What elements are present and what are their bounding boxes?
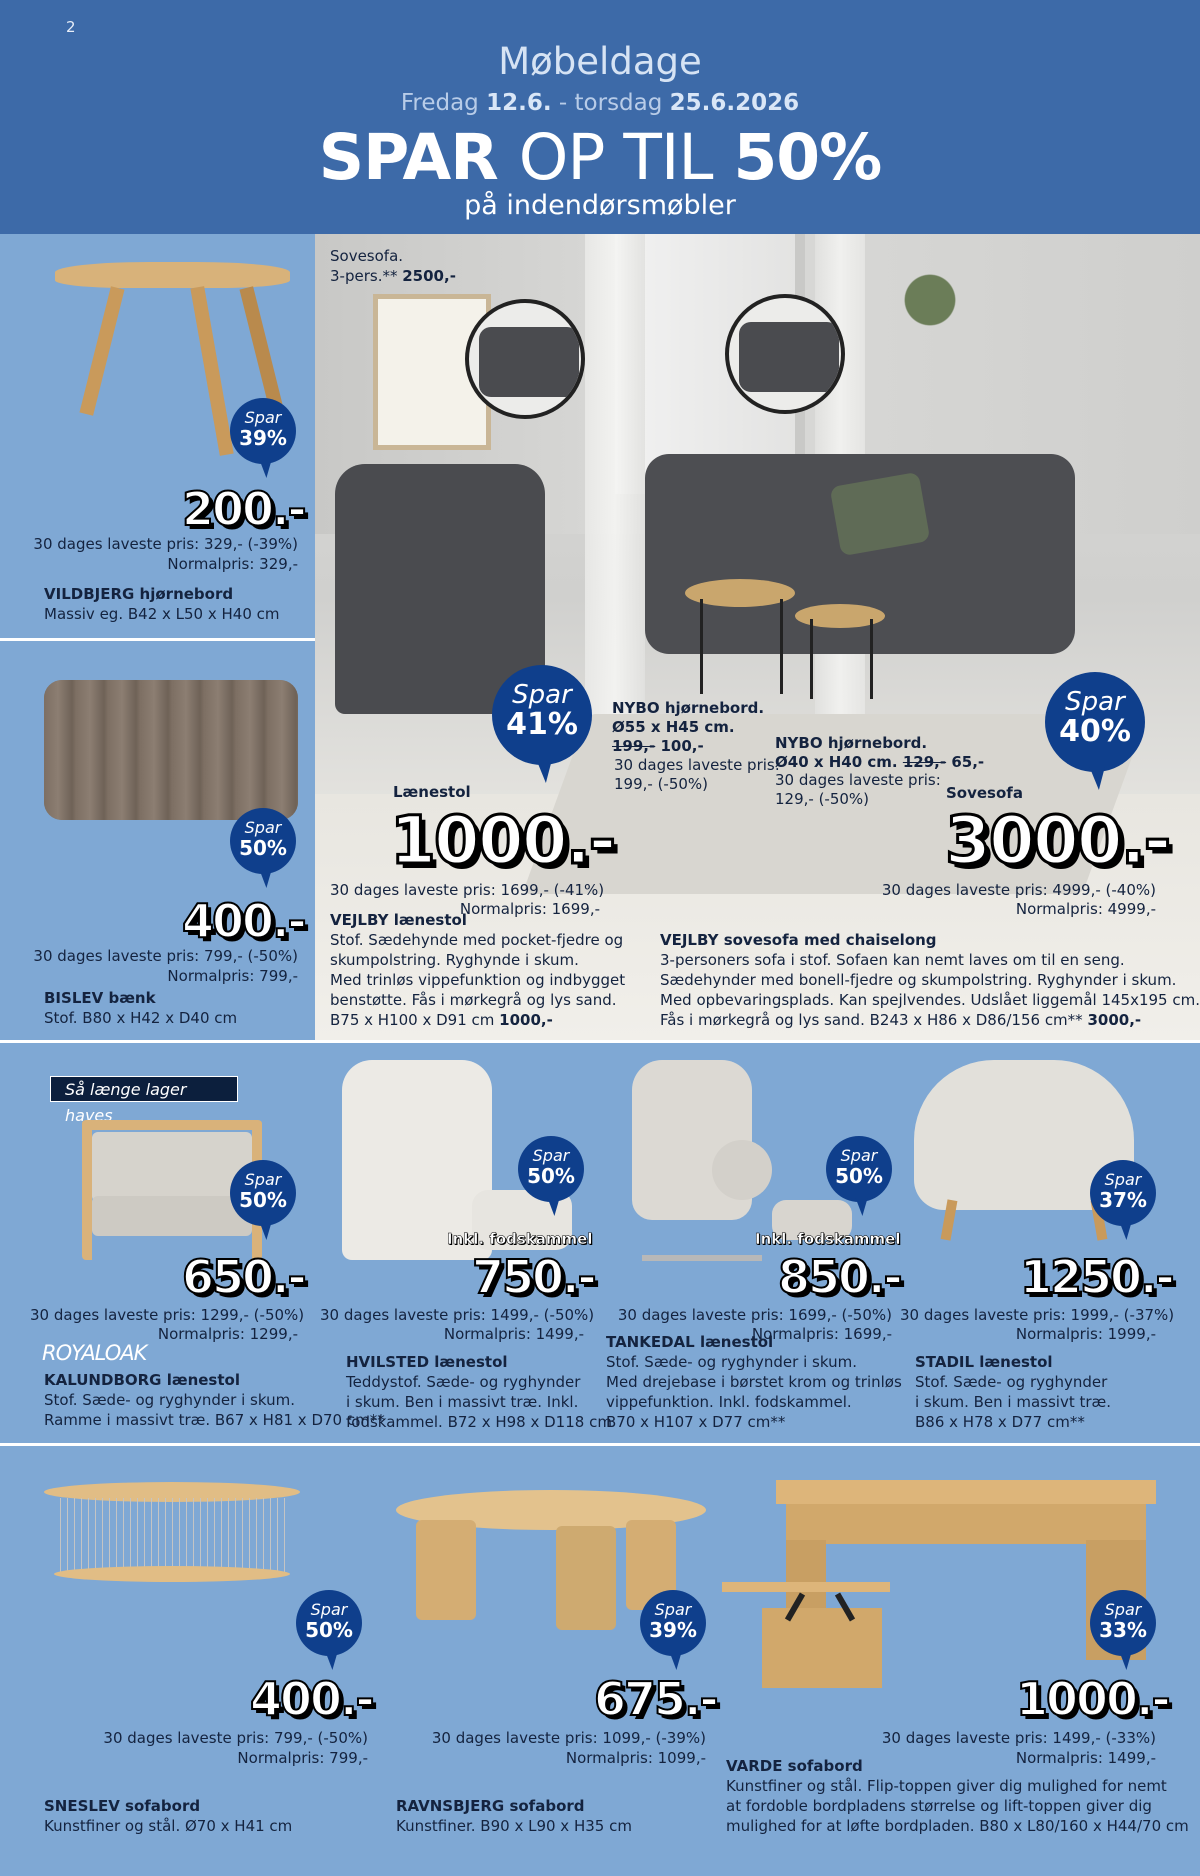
stadil-desc-line: i skum. Ben i massivt træ. <box>915 1393 1112 1411</box>
hvilsted-spar-badge: Spar 50% <box>518 1136 584 1202</box>
tankedal-inkl-label: Inkl. fodskammel <box>755 1230 901 1248</box>
hvilsted-name: HVILSTED lænestol <box>346 1353 508 1371</box>
hvilsted-desc-line: Teddystof. Sæde- og ryghynder <box>346 1373 581 1391</box>
laenestol-label: Lænestol <box>393 783 471 801</box>
laenestol-lowest-price: 30 dages laveste pris: 1699,- (-41%) <box>330 881 605 899</box>
stadil-normal-price: Normalpris: 1999,- <box>1015 1325 1156 1343</box>
laenestol-price: 1000.- <box>390 802 615 879</box>
bislev-lowest-price: 30 dages laveste pris: 799,- (-50%) <box>33 947 298 965</box>
tankedal-spar-badge: Spar 50% <box>826 1136 892 1202</box>
varde-name: VARDE sofabord <box>726 1757 863 1775</box>
varde-desc-line: at fordoble bordpladens størrelse og lift-toppen giver dig <box>726 1797 1152 1815</box>
kalundborg-normal-price: Normalpris: 1299,- <box>157 1325 298 1343</box>
laenestol-desc-line: skumpolstring. Ryghynde i skum. <box>330 951 579 969</box>
sovesofa-desc-line: Sædehynder med bonell-fjedre og skumpolstring. Ryghynder i skum. <box>660 971 1177 989</box>
sovesofa-desc-size: Fås i mørkegrå og lys sand. B243 x H86 x D86/156 cm** 3000,- <box>660 1011 1142 1029</box>
ravnsbjerg-desc: Kunstfiner. B90 x L90 x H35 cm <box>396 1817 632 1835</box>
tankedal-desc-line: vippefunktion. Inkl. fodskammel. <box>606 1393 852 1411</box>
sovesofa-lowest-price: 30 dages laveste pris: 4999,- (-40%) <box>881 881 1156 899</box>
varde-normal-price: Normalpris: 1499,- <box>1015 1749 1156 1767</box>
kalundborg-desc-line: Ramme i massivt træ. B67 x H81 x D70 cm** <box>44 1411 385 1429</box>
recliner-detail-inset <box>465 299 585 419</box>
nybo1-name: NYBO hjørnebord. <box>612 699 765 717</box>
vildbjerg-normal-price: Normalpris: 329,- <box>167 555 298 573</box>
nybo2-lowest: 129,- (-50%) <box>775 790 870 808</box>
sneslev-spar-badge: Spar 50% <box>296 1590 362 1656</box>
sovesofa-label: Sovesofa <box>946 784 1023 802</box>
nybo1-lowest: 199,- (-50%) <box>614 775 709 793</box>
vildbjerg-spar-badge: Spar 39% <box>230 398 296 464</box>
varde-spar-badge: Spar 33% <box>1090 1590 1156 1656</box>
nybo1-size: Ø55 x H45 cm. <box>612 718 735 736</box>
ravnsbjerg-lowest-price: 30 dages laveste pris: 1099,- (-39%) <box>431 1729 706 1747</box>
hvilsted-lowest-price: 30 dages laveste pris: 1499,- (-50%) <box>320 1306 595 1324</box>
sovesofa-price: 3000.- <box>945 802 1170 879</box>
tankedal-desc-line: Stof. Sæde- og ryghynder i skum. <box>606 1353 857 1371</box>
hvilsted-normal-price: Normalpris: 1499,- <box>443 1325 584 1343</box>
laenestol-spar-badge: Spar 41% <box>492 665 592 765</box>
headline-spar: SPAR OP TIL 50% <box>318 121 882 194</box>
laenestol-desc-line: Stof. Sædehynde med pocket-fjedre og <box>330 931 624 949</box>
kalundborg-spar-badge: Spar 50% <box>230 1160 296 1226</box>
stadil-price: 1250.- <box>1020 1250 1173 1304</box>
tankedal-desc-line: Med drejebase i børstet krom og trinløs <box>606 1373 902 1391</box>
vildbjerg-price: 200.- <box>182 482 305 536</box>
stadil-spar-badge: Spar 37% <box>1090 1160 1156 1226</box>
vildbjerg-name: VILDBJERG hjørnebord <box>44 585 234 603</box>
royal-oak-logo: ROYALOAK <box>42 1341 147 1365</box>
bislev-normal-price: Normalpris: 799,- <box>167 967 298 985</box>
event-title: Møbeldage <box>498 40 702 83</box>
header-banner <box>0 0 1200 234</box>
vildbjerg-lowest-price: 30 dages laveste pris: 329,- (-39%) <box>33 535 298 553</box>
sovesofa-spar-badge: Spar 40% <box>1045 672 1145 772</box>
sovesofa-note-price: 3-pers.** 2500,- <box>330 267 456 285</box>
stock-limited-label: Så længe lager haves <box>50 1076 238 1102</box>
page-number: 2 <box>66 18 76 36</box>
laenestol-desc-line: benstøtte. Fås i mørkegrå og lys sand. <box>330 991 617 1009</box>
sovesofa-desc-line: 3-personers sofa i stof. Sofaen kan nemt laves om til en seng. <box>660 951 1125 969</box>
sofabed-detail-inset <box>725 294 845 414</box>
sneslev-name: SNESLEV sofabord <box>44 1797 201 1815</box>
tankedal-normal-price: Normalpris: 1699,- <box>751 1325 892 1343</box>
divider <box>0 1443 1200 1446</box>
ravnsbjerg-spar-badge: Spar 39% <box>640 1590 706 1656</box>
varde-price: 1000.- <box>1016 1672 1169 1726</box>
bislev-spar-badge: Spar 50% <box>230 808 296 874</box>
sneslev-normal-price: Normalpris: 799,- <box>237 1749 368 1767</box>
stadil-name: STADIL lænestol <box>915 1353 1053 1371</box>
varde-lift-detail-image <box>722 1582 890 1692</box>
varde-lowest-price: 30 dages laveste pris: 1499,- (-33%) <box>881 1729 1156 1747</box>
tankedal-name: TANKEDAL lænestol <box>606 1333 774 1351</box>
sneslev-desc: Kunstfiner og stål. Ø70 x H41 cm <box>44 1817 293 1835</box>
nybo2-lowest: 30 dages laveste pris: <box>775 771 941 789</box>
bislev-price: 400.- <box>182 894 305 948</box>
hvilsted-desc-line: i skum. Ben i massivt træ. Inkl. <box>346 1393 579 1411</box>
event-dates: Fredag 12.6. - torsdag 25.6.2026 <box>400 90 800 116</box>
stadil-desc-line: B86 x H78 x D77 cm** <box>915 1413 1085 1431</box>
bislev-bench-image <box>44 680 298 820</box>
divider <box>0 1040 1200 1043</box>
sneslev-lowest-price: 30 dages laveste pris: 799,- (-50%) <box>103 1729 368 1747</box>
nybo2-price: Ø40 x H40 cm. 129,- 65,- <box>775 753 985 771</box>
sovesofa-name: VEJLBY sovesofa med chaiselong <box>660 931 937 949</box>
kalundborg-price: 650.- <box>182 1250 305 1304</box>
kalundborg-name: KALUNDBORG lænestol <box>44 1371 240 1389</box>
sneslev-table-image <box>44 1482 300 1602</box>
stadil-lowest-price: 30 dages laveste pris: 1999,- (-37%) <box>900 1306 1175 1324</box>
bislev-desc: Stof. B80 x H42 x D40 cm <box>44 1009 238 1027</box>
tankedal-lowest-price: 30 dages laveste pris: 1699,- (-50%) <box>617 1306 892 1324</box>
kalundborg-desc-line: Stof. Sæde- og ryghynder i skum. <box>44 1391 295 1409</box>
divider <box>0 638 315 641</box>
ravnsbjerg-normal-price: Normalpris: 1099,- <box>565 1749 706 1767</box>
varde-desc-line: mulighed for at løfte bordpladen. B80 x L80/160 x H44/70 cm <box>726 1817 1189 1835</box>
laenestol-desc-size: B75 x H100 x D91 cm 1000,- <box>330 1011 553 1029</box>
sneslev-price: 400.- <box>250 1672 373 1726</box>
sovesofa-desc-line: Med opbevaringsplads. Kan spejlvendes. Udslået liggemål 145x195 cm. <box>660 991 1200 1009</box>
laenestol-desc-line: Med trinløs vippefunktion og indbygget <box>330 971 626 989</box>
bislev-name: BISLEV bænk <box>44 989 156 1007</box>
stadil-desc-line: Stof. Sæde- og ryghynder <box>915 1373 1108 1391</box>
ravnsbjerg-price: 675.- <box>594 1672 717 1726</box>
hvilsted-desc-line: fodskammel. B72 x H98 x D118 cm <box>346 1413 612 1431</box>
sovesofa-normal-price: Normalpris: 4999,- <box>1015 900 1156 918</box>
nybo1-lowest: 30 dages laveste pris: <box>614 756 780 774</box>
hvilsted-inkl-label: Inkl. fodskammel <box>447 1230 593 1248</box>
ravnsbjerg-name: RAVNSBJERG sofabord <box>396 1797 585 1815</box>
nybo1-price: 199,- 100,- <box>612 737 704 755</box>
nybo2-name: NYBO hjørnebord. <box>775 734 928 752</box>
hvilsted-price: 750.- <box>472 1250 595 1304</box>
plant-shelf <box>900 264 960 354</box>
kalundborg-lowest-price: 30 dages laveste pris: 1299,- (-50%) <box>30 1306 305 1324</box>
vildbjerg-desc: Massiv eg. B42 x L50 x H40 cm <box>44 605 280 623</box>
laenestol-name: VEJLBY lænestol <box>330 911 467 929</box>
sovesofa-note: Sovesofa. <box>330 247 404 265</box>
tankedal-price: 850.- <box>778 1250 901 1304</box>
varde-desc-line: Kunstfiner og stål. Flip-toppen giver dig mulighed for nemt <box>726 1777 1167 1795</box>
headline-subtitle: på indendørsmøbler <box>464 190 736 221</box>
laenestol-normal-price: Normalpris: 1699,- <box>459 900 600 918</box>
tankedal-desc-line: B70 x H107 x D77 cm** <box>606 1413 786 1431</box>
